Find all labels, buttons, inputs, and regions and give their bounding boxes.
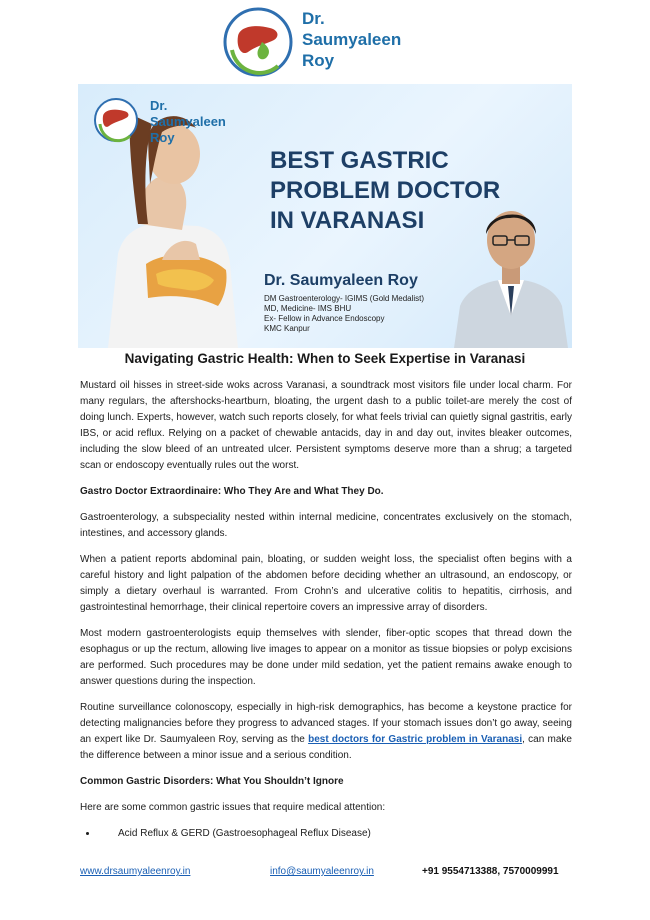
credential-line: Ex- Fellow in Advance Endoscopy — [264, 314, 385, 323]
banner-liver-icon — [92, 96, 140, 144]
footer-email-link[interactable]: info@saumyaleenroy.in — [270, 866, 374, 877]
doctor-portrait — [450, 196, 572, 348]
banner-credentials — [264, 294, 424, 334]
banner-logo-line-1: Dr. — [150, 98, 168, 113]
paragraph-endoscopy: Most modern gastroenterologists equip themselves with slender, fiber-optic scopes that thread down the esophagus or up the rectum, allowing live images to appear on a monitor as tissue biopsies or polyp excisions are performed. Such procedures may be done under mild sedation, yet the patient remains awake enough to answer questions during the inspection. — [80, 628, 572, 687]
footer-phone: +91 9554713388, 7570009991 — [422, 866, 559, 877]
disorders-list — [80, 826, 572, 842]
paragraph-colonoscopy — [80, 700, 572, 764]
credential-line: DM Gastroenterology- IGIMS (Gold Medalist) — [264, 294, 425, 303]
logo-line-1: Dr. — [302, 9, 325, 28]
logo-line-2: Saumyaleen — [302, 30, 402, 49]
paragraph-text: , can make the difference between a minor issue and a serious condition. — [80, 734, 572, 761]
paragraph-intro: Mustard oil hisses in street-side woks across Varanasi, a soundtrack most visitors file under local charm. For many regulars, the aftershocks-heartburn, bloating, the urgent dash to a public toilet-are merely the cost of doing lunch. Experts, however, watch such reports closely, for what feels trivial can quietly signal gastritis, early IBS, or acid reflux. Relying on a packet of chewable antacids, day in and day out, invites bleaker outcomes, including the slow bleed of an untreated ulcer. Persistent symptoms deserve more than a shrug; a targeted scan or endoscopy eventually rules out the worst. — [80, 380, 572, 471]
liver-logo-icon — [222, 6, 294, 78]
paragraph-diagnosis: When a patient reports abdominal pain, bloating, or sudden weight loss, the specialist often begins with a careful history and light palpation of the abdomen before deciding whether an ultrasound, an endoscopy, or simply a dietary overhaul is warranted. From Crohn’s and ulcerative colitis to hepatitis, cirrhosis, and gastrointestinal hemorrhage, their clinical repertoire covers an impressive array of disorders. — [80, 554, 572, 613]
credential-line: KMC Kanpur — [264, 324, 310, 333]
article-title: Navigating Gastric Health: When to Seek Expertise in Varanasi — [124, 351, 526, 366]
banner-logo — [92, 96, 226, 156]
footer-website-link[interactable]: www.drsaumyaleenroy.in — [80, 866, 191, 877]
banner-logo-line-3: Roy — [150, 130, 175, 145]
best-doctors-link[interactable]: best doctors for Gastric problem in Varanasi — [308, 734, 523, 745]
section-heading-gastro-doctor: Gastro Doctor Extraordinaire: Who They Are and What They Do. — [80, 486, 384, 497]
logo-line-3: Roy — [302, 51, 335, 70]
section-heading-common-disorders: Common Gastric Disorders: What You Shouldn’t Ignore — [80, 776, 344, 787]
list-item: • Acid Reflux & GERD (Gastroesophageal Reflux Disease) — [98, 826, 572, 842]
hero-banner — [78, 84, 572, 348]
paragraph-definition: Gastroenterology, a subspeciality nested within internal medicine, concentrates exclusively on the stomach, intestines, and accessory glands. — [80, 512, 572, 539]
footer — [80, 866, 572, 882]
banner-title-line-1: BEST GASTRIC — [270, 147, 449, 174]
paragraph-list-intro: Here are some common gastric issues that require medical attention: — [80, 802, 386, 813]
banner-doctor-name: Dr. Saumyaleen Roy — [264, 272, 418, 289]
banner-title-line-3: IN VARANASI — [270, 207, 425, 234]
article-body — [80, 378, 572, 842]
paragraph-text: Routine surveillance colonoscopy, especially in high-risk demographics, has become a keystone practice for detecting malignancies before they progress to advanced stages. If your stomach issues don’t go away, seeing an expert like Dr. Saumyaleen Roy, serving as the — [80, 702, 572, 745]
banner-title-line-2: PROBLEM DOCTOR — [270, 177, 501, 204]
header-logo — [222, 6, 432, 78]
logo-wordmark — [302, 8, 401, 71]
credential-line: MD, Medicine- IMS BHU — [264, 304, 352, 313]
banner-logo-wordmark — [150, 98, 226, 146]
banner-logo-line-2: Saumyaleen — [150, 114, 226, 129]
